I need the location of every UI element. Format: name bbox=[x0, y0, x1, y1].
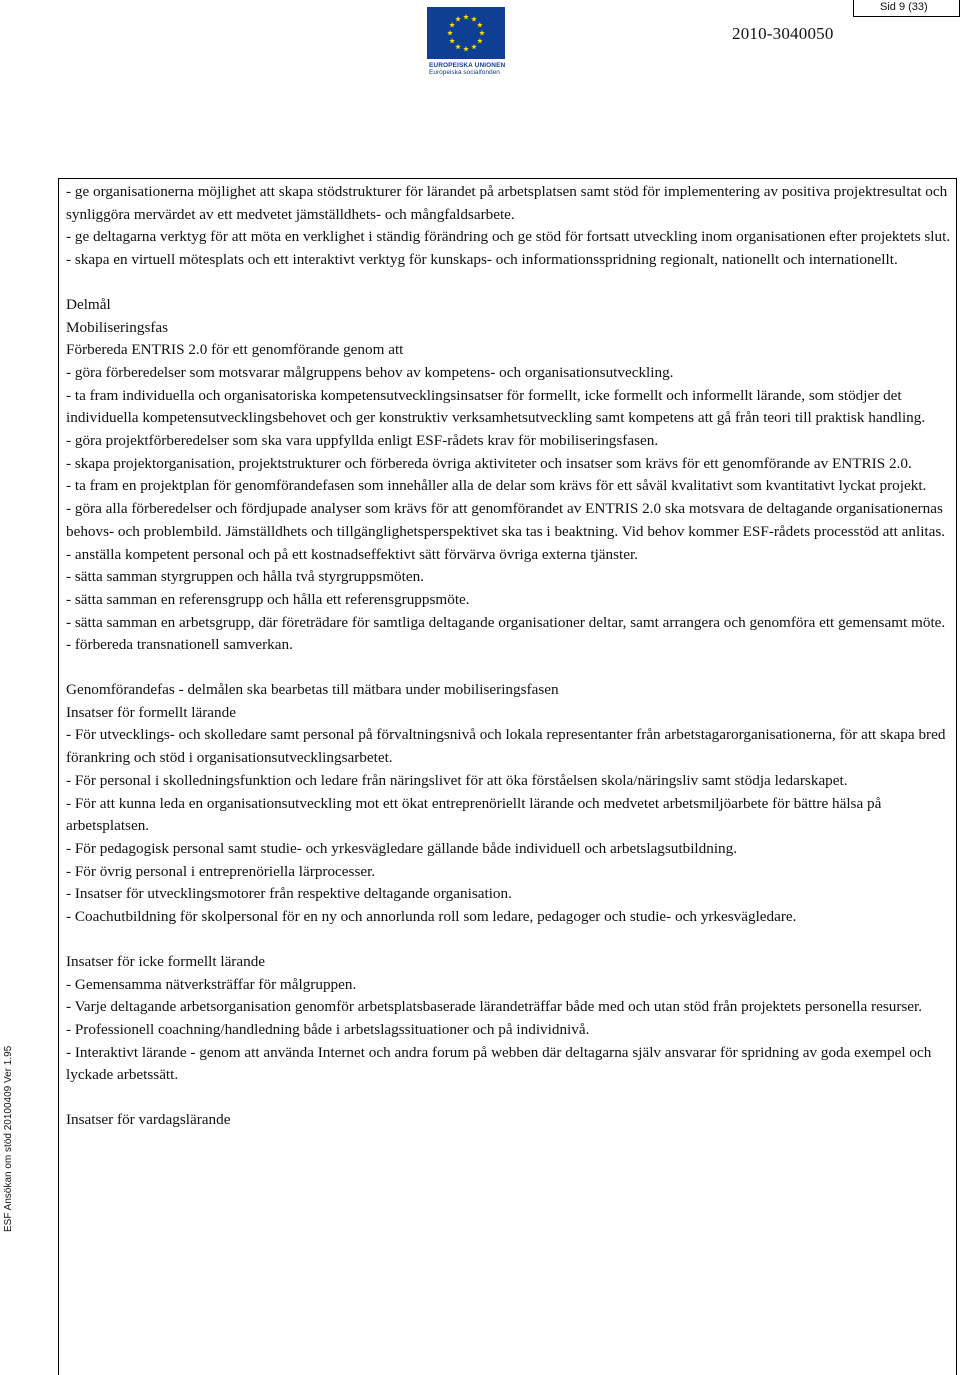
paragraph: - anställa kompetent personal och på ett kostnadseffektivt sätt förvärva övriga externa tjänster. bbox=[66, 545, 639, 563]
page-number: Sid 9 (33) bbox=[853, 0, 960, 17]
side-footer-text: ESF Ansökan om stöd 20100409 Ver 1.95 bbox=[3, 1045, 14, 1232]
paragraph: - För övrig personal i entreprenöriella lärprocesser. bbox=[66, 862, 376, 880]
paragraph: - ta fram en projektplan för genomförandefasen som innehåller alla de delar som krävs för ett såväl kvalitativt som kvantitativt lyckat projekt. bbox=[66, 477, 927, 495]
case-number: 2010-3040050 bbox=[732, 24, 834, 43]
paragraph: - sätta samman en referensgrupp och hålla ett referensgruppsmöte. bbox=[66, 590, 470, 608]
section-heading: Delmål bbox=[66, 295, 111, 313]
paragraph: - ta fram individuella och organisatoriska kompetensutvecklingsinsatser för formellt, icke formellt och informellt lärande, som stödjer det individuella kompetensutvecklingsbehovet och ger konstruktiv verksamhetsutveckling samt kompetens att gå från teori till praktisk handling. bbox=[66, 386, 926, 427]
paragraph: - göra förberedelser som motsvarar målgruppens behov av kompetens- och organisationsutveckling. bbox=[66, 363, 674, 381]
section-subheading: Insatser för vardagslärande bbox=[66, 1111, 231, 1129]
side-footer bbox=[0, 1012, 18, 1232]
section-subheading: Mobiliseringsfas bbox=[66, 318, 169, 336]
paragraph: - Gemensamma nätverksträffar för målgruppen. bbox=[66, 975, 357, 993]
paragraph: - skapa projektorganisation, projektstrukturer och förbereda övriga aktiviteter och insatser som krävs för ett genomförande av ENTRIS 2.0. bbox=[66, 454, 912, 472]
logo-caption bbox=[427, 62, 505, 76]
paragraph: - Professionell coachning/handledning både i arbetslagssituationer och på individnivå. bbox=[66, 1020, 590, 1038]
paragraph: - Interaktivt lärande - genom att använda Internet och andra forum på webben där deltagarna själv ansvarar för spridning av goda exempel och lyckade arbetssätt. bbox=[66, 1043, 932, 1084]
paragraph: - För personal i skolledningsfunktion och ledare från näringslivet för att öka förståelsen skola/näringsliv samt stödja ledarskapet. bbox=[66, 771, 848, 789]
paragraph: - göra projektförberedelser som ska vara uppfyllda enligt ESF-rådets krav för mobiliseringsfasen. bbox=[66, 432, 659, 450]
eu-flag-icon bbox=[427, 7, 505, 59]
paragraph: - ge deltagarna verktyg för att möta en verklighet i ständig förändring och ge stöd för fortsatt utveckling inom organisationen efter projektets slut. bbox=[66, 228, 951, 246]
mobilization-section bbox=[66, 294, 954, 657]
paragraph: - förbereda transnationell samverkan. bbox=[66, 636, 293, 654]
paragraph: - göra alla förberedelser och fördjupade analyser som krävs för att genomförandet av ENTRIS 2.0 ska motsvara de deltagande organisationernas behovs- och problembild. Jämställdhets och tillgänglighetsperspektivet ska tas i beaktning. Vid behov kommer ESF-rådets processtöd att anlitas. bbox=[66, 500, 946, 540]
everyday-section bbox=[66, 1109, 954, 1132]
implementation-section bbox=[66, 679, 954, 929]
logo-caption-line2: Europeiska socialfonden bbox=[429, 69, 500, 76]
eu-logo bbox=[427, 7, 505, 76]
paragraph: - För pedagogisk personal samt studie- och yrkesvägledare gällande både individuell och arbetslagsutbildning. bbox=[66, 839, 738, 857]
paragraph: - Insatser för utvecklingsmotorer från respektive deltagande organisation. bbox=[66, 885, 512, 903]
paragraph: - skapa en virtuell mötesplats och ett interaktivt verktyg för kunskaps- och informationsspridning regionalt, nationellt och internationellt. bbox=[66, 251, 898, 269]
paragraph: - sätta samman styrgruppen och hålla två styrgruppsmöten. bbox=[66, 568, 424, 586]
paragraph: - Varje deltagande arbetsorganisation genomför arbetsplatsbaserade lärandeträffar både med och utan stöd från projektets personella resurser. bbox=[66, 998, 923, 1016]
paragraph: - Coachutbildning för skolpersonal för en ny och annorlunda roll som ledare, pedagoger och studie- och yrkesvägledare. bbox=[66, 908, 797, 926]
paragraph: - sätta samman en arbetsgrupp, där företrädare för samtliga deltagande organisationer deltar, samt arrangera och genomföra ett gemensamt möte. bbox=[66, 613, 946, 631]
paragraph: - ge organisationerna möjlighet att skapa stödstrukturer för lärandet på arbetsplatsen samt stöd för implementering av positiva projektresultat och synliggöra mervärdet av ett medvetet jämställdhets- och mångfaldsarbete. bbox=[66, 183, 948, 223]
paragraph: Förbereda ENTRIS 2.0 för ett genomförande genom att bbox=[66, 341, 404, 359]
goals-list bbox=[66, 181, 954, 272]
section-subheading: Insatser för formellt lärande bbox=[66, 703, 236, 721]
document-body bbox=[66, 181, 954, 1132]
section-subheading: Insatser för icke formellt lärande bbox=[66, 952, 266, 970]
nonformal-section bbox=[66, 951, 954, 1087]
logo-caption-line1: EUROPEISKA UNIONEN bbox=[429, 62, 506, 69]
paragraph: - För att kunna leda en organisationsutveckling mot ett ökat entreprenöriellt lärande och medvetet arbetsmiljöarbete för bättre hälsa på arbetsplatsen. bbox=[66, 794, 882, 835]
section-heading: Genomförandefas - delmålen ska bearbetas till mätbara under mobiliseringsfasen bbox=[66, 681, 559, 699]
paragraph: - För utvecklings- och skolledare samt personal på förvaltningsnivå och lokala representanter från arbetstagarorganisationerna, för att skapa bred förankring och stöd i organisationsutvecklingsarbetet. bbox=[66, 726, 946, 767]
